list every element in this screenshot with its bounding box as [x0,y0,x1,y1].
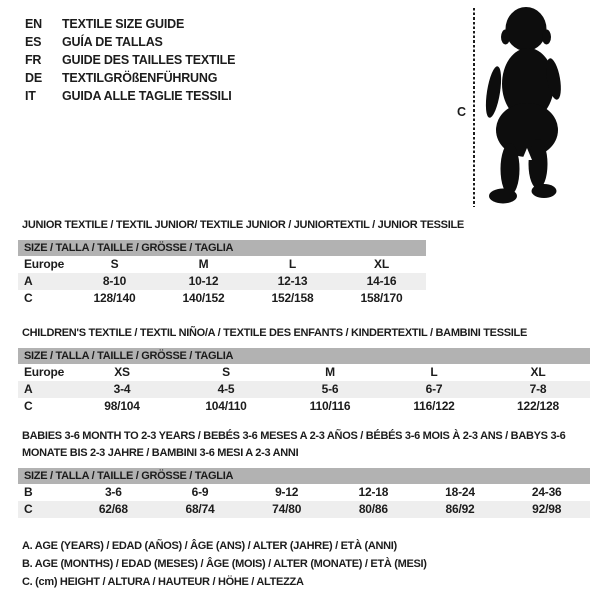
language-guide-title: GUÍA DE TALLAS [62,35,163,49]
height-measure-label: C [457,105,466,119]
baby-silhouette-icon [482,6,574,208]
row-label: A [24,382,33,396]
table-cell: 62/68 [98,502,128,516]
table-cell: 110/116 [309,399,351,413]
table-cell: 12-18 [358,485,389,499]
table-row [18,381,590,398]
language-row [25,69,235,87]
baby-foot-right [532,184,557,198]
language-code: EN [25,17,42,31]
table-cell: 24-36 [531,485,562,499]
baby-leg-right [529,139,548,189]
table-cell: 14-16 [366,274,397,288]
table-cell: 122/128 [517,399,559,413]
size-table-header: SIZE / TALLA / TAILLE / GRÖSSE / TAGLIA [18,468,590,484]
table-cell: 3-4 [113,382,131,396]
baby-ear-left [501,30,510,45]
table-cell: XL [374,257,389,271]
table-cell: 68/74 [185,502,215,516]
footnote: C. (cm) HEIGHT / ALTURA / HAUTEUR / HÖHE / ALTEZZA [22,576,304,588]
height-measure-dashed-line [473,8,475,207]
table-row [18,364,590,381]
language-guide-title: TEXTILGRÖßENFÜHRUNG [62,71,218,85]
baby-foot-left [489,189,517,204]
section-title: CHILDREN'S TEXTILE / TEXTIL NIÑO/A / TEXTILE DES ENFANTS / KINDERTEXTIL / BAMBINI TESSILE [22,327,527,339]
table-cell: 116/122 [413,399,455,413]
baby-leg-left [501,143,520,195]
table-cell: 6-7 [425,382,443,396]
row-label: B [24,485,33,499]
baby-head [506,7,547,51]
table-cell: 9-12 [275,485,299,499]
table-cell: M [325,365,335,379]
section-babies [18,428,590,518]
baby-silhouette-shapes [483,7,564,204]
language-code: IT [25,89,36,103]
table-cell: 128/140 [93,291,136,305]
table-cell: 98/104 [104,399,140,413]
table-cell: 10-12 [188,274,219,288]
row-label: Europe [24,365,65,379]
row-label: A [24,274,33,288]
table-row [18,256,426,273]
row-label: Europe [24,257,65,271]
baby-arm-left [483,65,504,118]
language-code: DE [25,71,42,85]
size-table-header: SIZE / TALLA / TAILLE / GRÖSSE / TAGLIA [18,240,426,256]
table-cell: XS [114,365,130,379]
table-row [18,484,590,501]
table-cell: S [222,365,230,379]
table-cell: M [198,257,209,271]
language-row [25,33,235,51]
table-cell: 140/152 [182,291,225,305]
table-cell: 158/170 [360,291,403,305]
table-cell: 8-10 [102,274,127,288]
row-label: C [24,399,33,413]
language-row [25,51,235,69]
size-table-babies [18,468,590,518]
size-table-body [18,484,590,518]
baby-ear-right [542,30,551,45]
table-row [18,290,426,307]
footnote: B. AGE (MONTHS) / EDAD (MESES) / ÂGE (MOIS) / ALTER (MONATE) / ETÀ (MESI) [22,558,427,570]
table-row [18,273,426,290]
section-title: BABIES 3-6 MONTH TO 2-3 YEARS / BEBÉS 3-6 MESES A 2-3 AÑOS / BÉBÉS 3-6 MOIS À 2-3 ANS / BABYS 3-6 MONATE BIS 2-3 JAHRE / BAMBINI 3-6 MESI A 2-3 ANNI [22,430,566,459]
table-cell: XL [530,365,546,379]
table-cell: 18-24 [445,485,475,499]
table-row [18,398,590,415]
language-guide-title: GUIDA ALLE TAGLIE TESSILI [62,89,232,103]
table-row [18,501,590,518]
table-cell: 6-9 [191,485,209,499]
table-cell: 7-8 [529,382,547,396]
table-cell: 74/80 [272,502,302,516]
size-table-body [18,364,590,415]
table-cell: 104/110 [205,399,247,413]
table-cell: 3-6 [104,485,122,499]
table-cell: 92/98 [532,502,562,516]
language-guide-title: GUIDE DES TAILLES TEXTILE [62,53,236,67]
language-code: FR [25,53,42,67]
table-cell: 86/92 [445,502,475,516]
footnote: A. AGE (YEARS) / EDAD (AÑOS) / ÂGE (ANS) / ALTER (JAHRE) / ETÀ (ANNI) [22,540,397,552]
language-code: ES [25,35,42,49]
row-label: C [24,291,33,305]
language-guide-title: TEXTILE SIZE GUIDE [62,17,185,31]
table-cell: 5-6 [321,382,339,396]
language-row [25,87,235,105]
table-cell: 152/158 [271,291,314,305]
size-table-header: SIZE / TALLA / TAILLE / GRÖSSE / TAGLIA [18,348,590,364]
section-children [18,325,590,415]
table-cell: L [430,365,438,379]
language-list [25,15,235,105]
size-table-junior [18,240,426,307]
table-cell: L [288,257,297,271]
row-label: C [24,502,33,516]
table-cell: 80/86 [358,502,388,516]
size-table-children [18,348,590,415]
table-cell: 12-13 [277,274,308,288]
size-table-body [18,256,426,307]
footnote-legend [22,537,427,591]
section-junior [18,217,464,307]
table-cell: S [110,257,119,271]
language-row [25,15,235,33]
table-cell: 4-5 [217,382,235,396]
section-title: JUNIOR TEXTILE / TEXTIL JUNIOR/ TEXTILE JUNIOR / JUNIORTEXTIL / JUNIOR TESSILE [22,219,464,231]
